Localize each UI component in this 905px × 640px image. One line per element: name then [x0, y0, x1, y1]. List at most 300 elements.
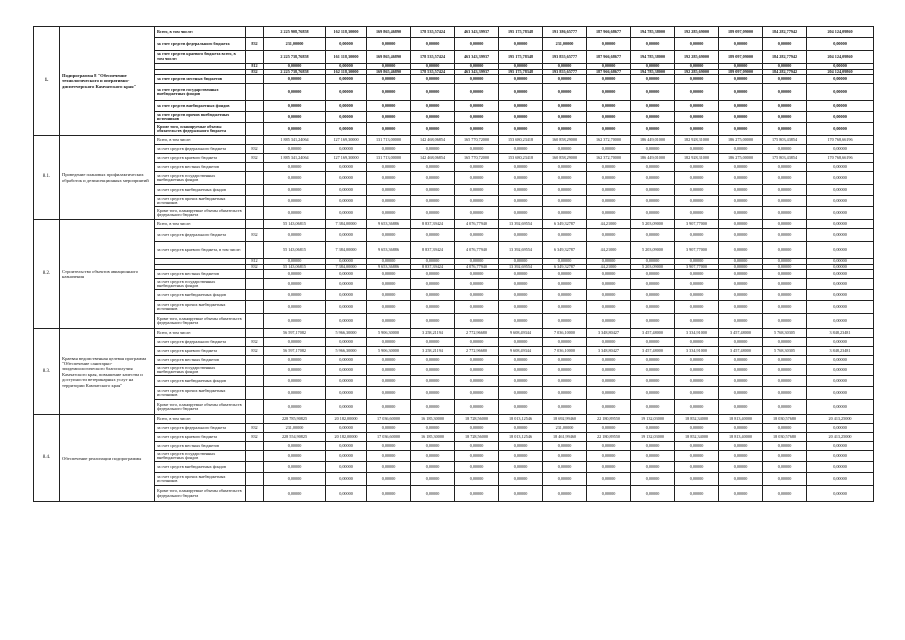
- year-amount-cell: 189 097,09000: [719, 27, 763, 38]
- table-row: [34, 442, 874, 451]
- year-amount-cell: 0,00000: [326, 172, 367, 185]
- year-amount-cell: 0,00000: [587, 356, 631, 365]
- funding-source-label: за счет средств федерального бюджета: [155, 145, 246, 154]
- year-amount-cell: 0,00000: [631, 172, 675, 185]
- kbk-code: [246, 242, 264, 259]
- year-amount-cell: 0,00000: [807, 356, 874, 365]
- year-amount-cell: 0,00000: [587, 473, 631, 486]
- year-amount-cell: 0,00000: [411, 163, 455, 172]
- year-amount-cell: 0,00000: [675, 145, 719, 154]
- year-amount-cell: 0,00000: [763, 451, 807, 462]
- year-amount-cell: 0,00000: [719, 376, 763, 387]
- table-row: [34, 185, 874, 196]
- year-amount-cell: 17 036,60000: [367, 433, 411, 442]
- budget-table: [33, 26, 874, 502]
- year-amount-cell: 20 182,00000: [326, 415, 367, 424]
- year-amount-cell: 0,00000: [631, 376, 675, 387]
- year-amount-cell: 0,00000: [719, 75, 763, 84]
- year-amount-cell: 0,00000: [455, 84, 499, 101]
- year-amount-cell: 0,00000: [326, 462, 367, 473]
- kbk-code: [246, 376, 264, 387]
- year-amount-cell: 0,00000: [763, 185, 807, 196]
- block-name: Строительство объектов авиационного назначения: [60, 220, 155, 329]
- year-amount-cell: 0,00000: [587, 38, 631, 51]
- year-amount-cell: 142 468,06854: [411, 136, 455, 145]
- year-amount-cell: 0,00000: [763, 314, 807, 329]
- year-amount-cell: 0,00000: [367, 123, 411, 136]
- year-amount-cell: 0,00000: [543, 64, 587, 70]
- kbk-code: [246, 387, 264, 400]
- year-amount-cell: 131 713,00000: [367, 136, 411, 145]
- year-amount-cell: 160 858,29000: [543, 154, 587, 163]
- year-amount-cell: 0,00000: [631, 101, 675, 112]
- year-amount-cell: 192 285,69000: [675, 27, 719, 38]
- year-amount-cell: 0,00000: [455, 279, 499, 290]
- year-amount-cell: 0,00000: [675, 279, 719, 290]
- year-amount-cell: 0,00000: [499, 387, 543, 400]
- year-amount-cell: 18 013,12546: [499, 433, 543, 442]
- year-amount-cell: 0,00000: [807, 270, 874, 279]
- year-amount-cell: 0,00000: [367, 112, 411, 123]
- year-amount-cell: 0,00000: [411, 145, 455, 154]
- year-amount-cell: 0,00000: [326, 84, 367, 101]
- year-amount-cell: 0,00000: [807, 387, 874, 400]
- table-row: [34, 196, 874, 207]
- year-amount-cell: 0,00000: [499, 185, 543, 196]
- table-row: [34, 163, 874, 172]
- year-amount-cell: 0,00000: [455, 365, 499, 376]
- total-amount-cell: 2 225 908,76858: [264, 27, 326, 38]
- funding-source-label: за счет средств местных бюджетов: [155, 163, 246, 172]
- year-amount-cell: 0,00000: [326, 301, 367, 314]
- year-amount-cell: 0,00000: [807, 38, 874, 51]
- year-amount-cell: 19 132,03000: [631, 433, 675, 442]
- year-amount-cell: 0,00000: [411, 259, 455, 265]
- year-amount-cell: 0,00000: [763, 38, 807, 51]
- year-amount-cell: 0,00000: [763, 64, 807, 70]
- year-amount-cell: 0,00000: [326, 424, 367, 433]
- kbk-code: [246, 400, 264, 415]
- year-amount-cell: 0,00000: [631, 270, 675, 279]
- year-amount-cell: 0,00000: [587, 163, 631, 172]
- year-amount-cell: 17 036,60000: [367, 415, 411, 424]
- funding-source-label: за счет средств прочих внебюджетных источников: [155, 301, 246, 314]
- kbk-code: 832: [246, 145, 264, 154]
- year-amount-cell: 0,00000: [367, 145, 411, 154]
- total-amount-cell: 0,00000: [264, 473, 326, 486]
- year-amount-cell: 0,00000: [455, 163, 499, 172]
- year-amount-cell: 22 180,89550: [587, 433, 631, 442]
- year-amount-cell: 0,00000: [675, 314, 719, 329]
- year-amount-cell: 0,00000: [675, 185, 719, 196]
- year-amount-cell: 0,00000: [543, 185, 587, 196]
- funding-source-label: Кроме того, планируемые объемы обязательств федерального бюджета: [155, 123, 246, 136]
- year-amount-cell: 5 906,30000: [367, 347, 411, 356]
- year-amount-cell: 0,00000: [807, 424, 874, 433]
- year-amount-cell: 0,00000: [675, 387, 719, 400]
- kbk-code: 832: [246, 229, 264, 242]
- table-row: [34, 338, 874, 347]
- year-amount-cell: 0,00000: [807, 301, 874, 314]
- year-amount-cell: 0,00000: [587, 259, 631, 265]
- year-amount-cell: 0,00000: [543, 356, 587, 365]
- total-amount-cell: 0,00000: [264, 270, 326, 279]
- year-amount-cell: 9 653,36886: [367, 242, 411, 259]
- year-amount-cell: 0,00000: [326, 145, 367, 154]
- year-amount-cell: 0,00000: [499, 101, 543, 112]
- year-amount-cell: 131 713,00000: [367, 154, 411, 163]
- year-amount-cell: 0,00000: [543, 451, 587, 462]
- total-amount-cell: 231,00000: [264, 38, 326, 51]
- year-amount-cell: 0,00000: [543, 376, 587, 387]
- year-amount-cell: 0,00000: [807, 123, 874, 136]
- year-amount-cell: 0,00000: [543, 172, 587, 185]
- year-amount-cell: 3 907,77000: [675, 242, 719, 259]
- year-amount-cell: 0,00000: [807, 338, 874, 347]
- table-row: [34, 38, 874, 51]
- year-amount-cell: 0,00000: [587, 101, 631, 112]
- year-amount-cell: 5 203,09000: [631, 264, 675, 270]
- year-amount-cell: 2 772,96680: [455, 329, 499, 338]
- total-amount-cell: 55 143,06815: [264, 242, 326, 259]
- year-amount-cell: 175 803,43854: [763, 154, 807, 163]
- year-amount-cell: 162 372,70000: [587, 154, 631, 163]
- year-amount-cell: 0,00000: [326, 290, 367, 301]
- year-amount-cell: 0,00000: [455, 145, 499, 154]
- year-amount-cell: 0,00000: [411, 301, 455, 314]
- year-amount-cell: 0,00000: [367, 486, 411, 502]
- year-amount-cell: 13 392,69554: [499, 264, 543, 270]
- table-row: [34, 376, 874, 387]
- kbk-code: 832: [246, 154, 264, 163]
- year-amount-cell: 0,00000: [631, 387, 675, 400]
- table-row: [34, 451, 874, 462]
- table-row: [34, 314, 874, 329]
- year-amount-cell: 7 036,10000: [543, 329, 587, 338]
- year-amount-cell: 165 770,72000: [455, 154, 499, 163]
- kbk-code: [246, 163, 264, 172]
- total-amount-cell: 0,00000: [264, 259, 326, 265]
- year-amount-cell: 0,00000: [499, 38, 543, 51]
- year-amount-cell: 0,00000: [499, 451, 543, 462]
- year-amount-cell: 0,00000: [719, 400, 763, 415]
- year-amount-cell: 0,00000: [631, 112, 675, 123]
- year-amount-cell: 0,00000: [719, 172, 763, 185]
- year-amount-cell: 0,00000: [807, 259, 874, 265]
- year-amount-cell: 20 413,25000: [807, 415, 874, 424]
- funding-source-label: за счет средств федерального бюджета: [155, 38, 246, 51]
- year-amount-cell: 0,00000: [675, 84, 719, 101]
- year-amount-cell: 0,00000: [719, 424, 763, 433]
- year-amount-cell: 0,00000: [367, 270, 411, 279]
- year-amount-cell: 0,00000: [587, 84, 631, 101]
- year-amount-cell: 8 837,39424: [411, 264, 455, 270]
- year-amount-cell: 13 392,69554: [499, 220, 543, 229]
- kbk-code: [246, 442, 264, 451]
- table-body: [34, 27, 874, 502]
- year-amount-cell: 165 770,72000: [455, 136, 499, 145]
- year-amount-cell: 0,00000: [763, 207, 807, 220]
- year-amount-cell: 0,00000: [763, 290, 807, 301]
- year-amount-cell: 18 813,40000: [719, 415, 763, 424]
- table-row: [34, 27, 874, 38]
- table-row: [34, 101, 874, 112]
- year-amount-cell: 0,00000: [675, 486, 719, 502]
- year-amount-cell: 0,00000: [367, 185, 411, 196]
- year-amount-cell: 0,00000: [499, 163, 543, 172]
- year-amount-cell: 5 203,09000: [631, 220, 675, 229]
- funding-source-label: за счет средств государственных внебюджетных фондов: [155, 172, 246, 185]
- kbk-code: 832: [246, 424, 264, 433]
- funding-source-label: Всего, в том числе:: [155, 415, 246, 424]
- year-amount-cell: 0,00000: [675, 112, 719, 123]
- year-amount-cell: 0,00000: [455, 229, 499, 242]
- year-amount-cell: 7 384,00000: [326, 242, 367, 259]
- funding-source-label: за счет средств государственных внебюджетных фондов: [155, 84, 246, 101]
- table-row: [34, 365, 874, 376]
- year-amount-cell: 153 680,23418: [499, 136, 543, 145]
- year-amount-cell: 4 076,77940: [455, 242, 499, 259]
- year-amount-cell: 0,00000: [543, 145, 587, 154]
- table-row: [34, 145, 874, 154]
- year-amount-cell: 0,00000: [719, 290, 763, 301]
- year-amount-cell: 0,00000: [543, 112, 587, 123]
- funding-source-label: за счет средств краевого бюджета: [155, 154, 246, 163]
- year-amount-cell: 0,00000: [675, 64, 719, 70]
- year-amount-cell: 0,00000: [631, 229, 675, 242]
- year-amount-cell: 0,00000: [411, 365, 455, 376]
- year-amount-cell: 0,00000: [807, 220, 874, 229]
- year-amount-cell: 0,00000: [631, 473, 675, 486]
- year-amount-cell: 0,00000: [543, 314, 587, 329]
- kbk-code: [246, 486, 264, 502]
- table-row: [34, 301, 874, 314]
- year-amount-cell: 0,00000: [543, 279, 587, 290]
- funding-source-label: Кроме того, планируемые объемы обязательств федерального бюджета: [155, 314, 246, 329]
- year-amount-cell: 0,00000: [675, 356, 719, 365]
- year-amount-cell: 178 535,57424: [411, 51, 455, 64]
- year-amount-cell: 0,00000: [367, 279, 411, 290]
- year-amount-cell: 0,00000: [367, 207, 411, 220]
- total-amount-cell: 55 143,06815: [264, 220, 326, 229]
- year-amount-cell: 0,00000: [455, 424, 499, 433]
- year-amount-cell: 0,00000: [455, 338, 499, 347]
- year-amount-cell: 0,00000: [631, 442, 675, 451]
- year-amount-cell: 0,00000: [675, 451, 719, 462]
- table-row: [34, 84, 874, 101]
- year-amount-cell: 0,00000: [367, 376, 411, 387]
- year-amount-cell: 175 803,43854: [763, 136, 807, 145]
- year-amount-cell: 0,00000: [763, 75, 807, 84]
- year-amount-cell: 0,00000: [411, 207, 455, 220]
- table-row: [34, 290, 874, 301]
- year-amount-cell: 0,00000: [499, 145, 543, 154]
- total-amount-cell: 0,00000: [264, 301, 326, 314]
- year-amount-cell: 0,00000: [675, 38, 719, 51]
- year-amount-cell: 0,00000: [587, 486, 631, 502]
- table-row: [34, 400, 874, 415]
- funding-source-label: Всего, в том числе:: [155, 136, 246, 145]
- year-amount-cell: 0,00000: [631, 123, 675, 136]
- year-amount-cell: 0,00000: [543, 473, 587, 486]
- year-amount-cell: 0,00000: [587, 365, 631, 376]
- year-amount-cell: 189 097,09000: [719, 69, 763, 75]
- year-amount-cell: 0,00000: [411, 123, 455, 136]
- year-amount-cell: 0,00000: [326, 356, 367, 365]
- year-amount-cell: 0,00000: [411, 75, 455, 84]
- year-amount-cell: 0,00000: [719, 101, 763, 112]
- year-amount-cell: 0,00000: [499, 229, 543, 242]
- year-amount-cell: 186 449,01000: [631, 154, 675, 163]
- year-amount-cell: 0,00000: [631, 451, 675, 462]
- year-amount-cell: 0,00000: [807, 112, 874, 123]
- year-amount-cell: 5 768,30305: [763, 329, 807, 338]
- table-row: [34, 51, 874, 64]
- year-amount-cell: 0,00000: [631, 301, 675, 314]
- year-amount-cell: 0,00000: [631, 338, 675, 347]
- total-amount-cell: 228 785,90825: [264, 415, 326, 424]
- year-amount-cell: 0,00000: [587, 112, 631, 123]
- kbk-code: [246, 101, 264, 112]
- year-amount-cell: 0,00000: [719, 145, 763, 154]
- year-amount-cell: 20 182,00000: [326, 433, 367, 442]
- year-amount-cell: 0,00000: [587, 314, 631, 329]
- year-amount-cell: 3 907,77000: [675, 264, 719, 270]
- year-amount-cell: 0,00000: [587, 338, 631, 347]
- year-amount-cell: 0,00000: [587, 424, 631, 433]
- year-amount-cell: 0,00000: [807, 442, 874, 451]
- year-amount-cell: 0,00000: [587, 290, 631, 301]
- year-amount-cell: 193 855,65777: [543, 51, 587, 64]
- funding-source-label: за счет средств местных бюджетов: [155, 75, 246, 84]
- year-amount-cell: 0,00000: [719, 242, 763, 259]
- year-amount-cell: 0,00000: [763, 279, 807, 290]
- year-amount-cell: 0,00000: [455, 301, 499, 314]
- table-row: [34, 172, 874, 185]
- year-amount-cell: 0,00000: [675, 101, 719, 112]
- year-amount-cell: 0,00000: [719, 196, 763, 207]
- total-amount-cell: 0,00000: [264, 290, 326, 301]
- year-amount-cell: 184 282,77942: [763, 51, 807, 64]
- year-amount-cell: 0,00000: [455, 462, 499, 473]
- year-amount-cell: 44,21000: [587, 264, 631, 270]
- total-amount-cell: 56 597,17082: [264, 329, 326, 338]
- year-amount-cell: 18 030,57680: [763, 415, 807, 424]
- year-amount-cell: 0,00000: [719, 38, 763, 51]
- year-amount-cell: 0,00000: [326, 473, 367, 486]
- year-amount-cell: 0,00000: [763, 123, 807, 136]
- year-amount-cell: 0,00000: [411, 451, 455, 462]
- year-amount-cell: 3 258,21194: [411, 329, 455, 338]
- funding-source-label: за счет средств государственных внебюджетных фондов: [155, 365, 246, 376]
- year-amount-cell: 0,00000: [675, 442, 719, 451]
- year-amount-cell: 0,00000: [763, 264, 807, 270]
- year-amount-cell: 0,00000: [367, 338, 411, 347]
- year-amount-cell: 3 457,48000: [719, 329, 763, 338]
- year-amount-cell: 463 343,39937: [455, 51, 499, 64]
- year-amount-cell: 0,00000: [411, 101, 455, 112]
- year-amount-cell: 0,00000: [499, 473, 543, 486]
- funding-source-label: за счет средств прочих внебюджетных источников: [155, 196, 246, 207]
- funding-source-label: за счет средств прочих внебюджетных источников: [155, 387, 246, 400]
- year-amount-cell: 0,00000: [631, 163, 675, 172]
- kbk-code: [246, 451, 264, 462]
- year-amount-cell: 19 132,03000: [631, 415, 675, 424]
- year-amount-cell: 0,00000: [543, 365, 587, 376]
- year-amount-cell: 0,00000: [807, 229, 874, 242]
- funding-source-label: за счет средств прочих внебюджетных источников: [155, 112, 246, 123]
- year-amount-cell: 0,00000: [631, 75, 675, 84]
- year-amount-cell: 0,00000: [719, 185, 763, 196]
- total-amount-cell: 0,00000: [264, 442, 326, 451]
- year-amount-cell: 0,00000: [367, 229, 411, 242]
- funding-source-label: за счет средств государственных внебюджетных фондов: [155, 279, 246, 290]
- year-amount-cell: 195 175,78348: [499, 51, 543, 64]
- year-amount-cell: 187 966,68677: [587, 69, 631, 75]
- kbk-code: [246, 270, 264, 279]
- year-amount-cell: 0,00000: [719, 112, 763, 123]
- kbk-code: [246, 279, 264, 290]
- funding-source-label: за счет средств внебюджетных фондов: [155, 290, 246, 301]
- year-amount-cell: 170 768,66196: [807, 154, 874, 163]
- year-amount-cell: 0,00000: [367, 400, 411, 415]
- year-amount-cell: 463 343,39937: [455, 27, 499, 38]
- year-amount-cell: 0,00000: [807, 376, 874, 387]
- year-amount-cell: 0,00000: [499, 424, 543, 433]
- year-amount-cell: 5 966,30000: [326, 329, 367, 338]
- year-amount-cell: 0,00000: [455, 376, 499, 387]
- year-amount-cell: 231,00000: [543, 424, 587, 433]
- year-amount-cell: 0,00000: [763, 229, 807, 242]
- year-amount-cell: 0,00000: [719, 264, 763, 270]
- year-amount-cell: 18 461,99460: [543, 433, 587, 442]
- kbk-code: 832: [246, 347, 264, 356]
- year-amount-cell: 0,00000: [367, 163, 411, 172]
- year-amount-cell: 0,00000: [367, 442, 411, 451]
- year-amount-cell: 0,00000: [807, 400, 874, 415]
- year-amount-cell: 0,00000: [411, 376, 455, 387]
- year-amount-cell: 0,00000: [543, 442, 587, 451]
- year-amount-cell: 153 680,23418: [499, 154, 543, 163]
- year-amount-cell: 0,00000: [763, 356, 807, 365]
- year-amount-cell: 13 392,69554: [499, 242, 543, 259]
- year-amount-cell: 0,00000: [807, 451, 874, 462]
- year-amount-cell: 0,00000: [719, 64, 763, 70]
- year-amount-cell: 0,00000: [631, 290, 675, 301]
- total-amount-cell: 0,00000: [264, 123, 326, 136]
- kbk-code: [246, 185, 264, 196]
- year-amount-cell: 0,00000: [455, 38, 499, 51]
- year-amount-cell: 0,00000: [326, 270, 367, 279]
- table-row: [34, 387, 874, 400]
- year-amount-cell: 0,00000: [455, 207, 499, 220]
- year-amount-cell: 0,00000: [763, 112, 807, 123]
- year-amount-cell: 0,00000: [411, 172, 455, 185]
- funding-source-label: за счет средств государственных внебюджетных фондов: [155, 451, 246, 462]
- table-row: [34, 473, 874, 486]
- total-amount-cell: 2 225 738,76858: [264, 69, 326, 75]
- kbk-code: 832: [246, 264, 264, 270]
- year-amount-cell: 0,00000: [719, 338, 763, 347]
- year-amount-cell: 0,00000: [543, 84, 587, 101]
- year-amount-cell: 0,00000: [367, 196, 411, 207]
- block-name: Обеспечение реализации подпрограммы: [60, 415, 155, 502]
- total-amount-cell: 0,00000: [264, 112, 326, 123]
- funding-source-label: за счет средств федерального бюджета: [155, 424, 246, 433]
- year-amount-cell: 0,00000: [326, 229, 367, 242]
- year-amount-cell: 0,00000: [675, 229, 719, 242]
- year-amount-cell: 182 928,31000: [675, 136, 719, 145]
